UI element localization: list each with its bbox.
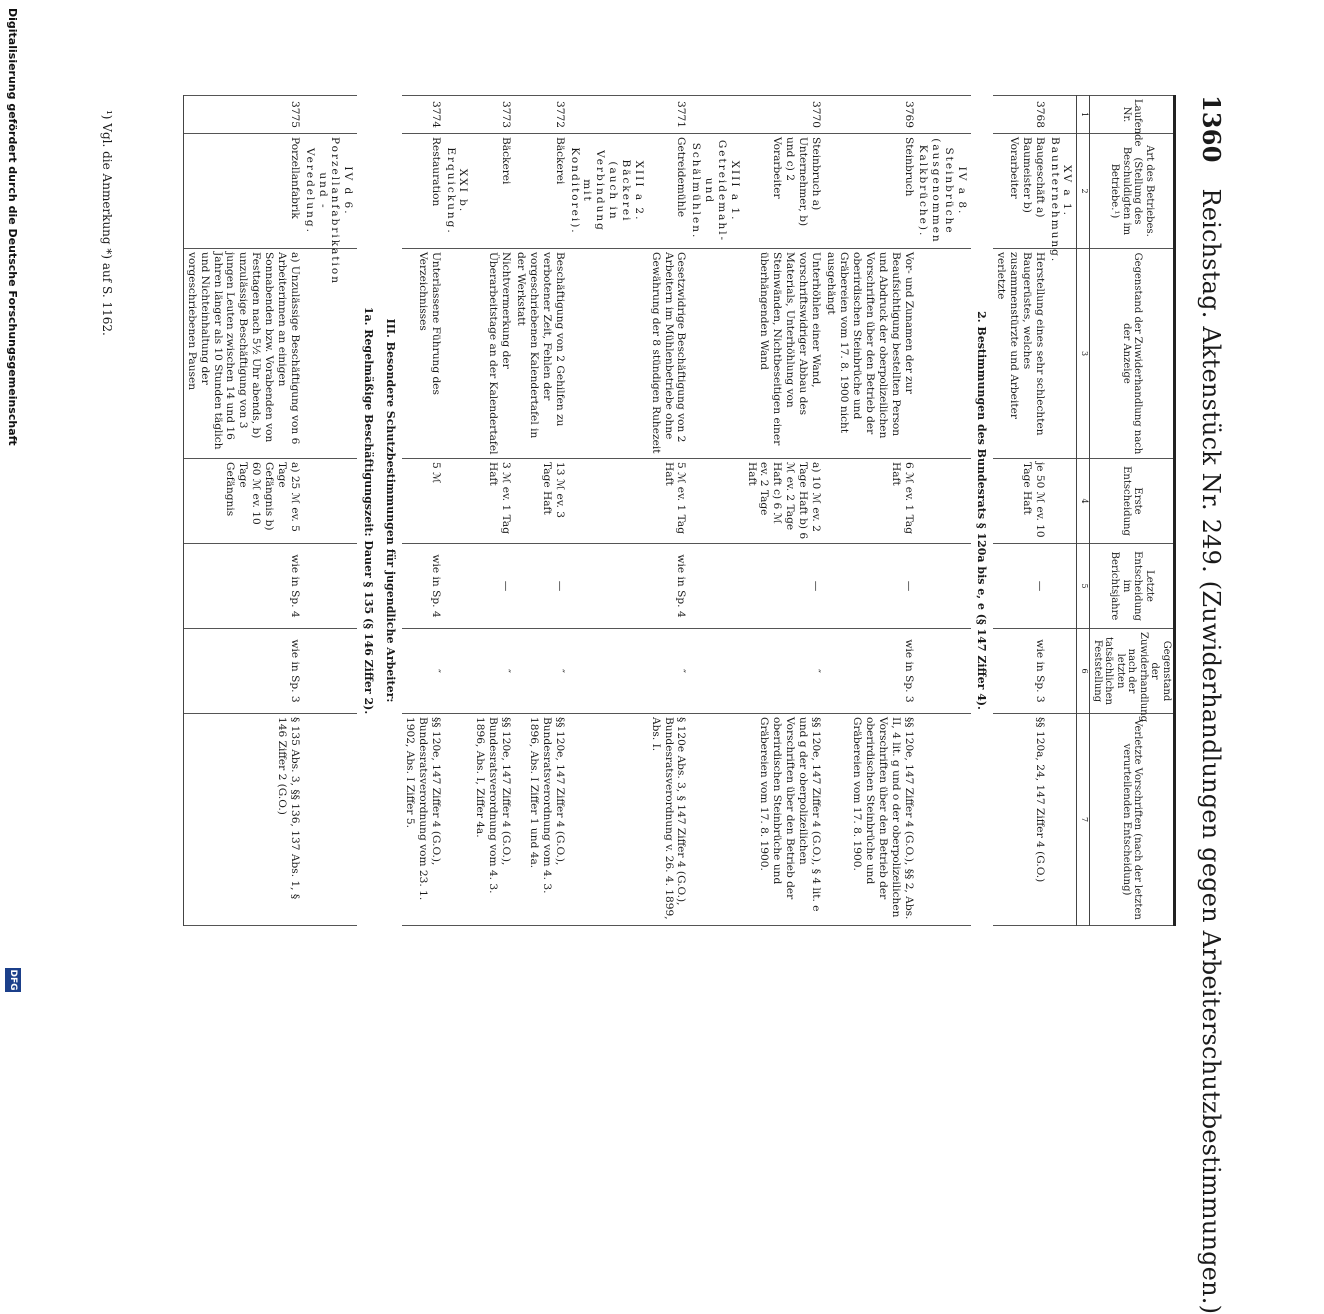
- group-heading: XIII a 1. Getreidemahl- und Schälmühlen.: [688, 134, 743, 249]
- empty-cell: [567, 96, 648, 134]
- business-type: Steinbruch a) Unternehmer, b) und c) 2 Vorarbeiter: [744, 134, 824, 249]
- last-decision: —: [823, 544, 915, 629]
- empty-cell: [302, 714, 357, 926]
- first-decision: a) 25 ℳ ev. 5 Tage Gefängnis b) 60 ℳ ev. 10 Tage Gefängnis: [183, 459, 302, 544]
- empty-cell: [1047, 459, 1077, 544]
- group-heading-row: [443, 96, 473, 926]
- entry-number: 3769: [823, 96, 915, 134]
- last-decision: —: [513, 544, 567, 629]
- offense-description: Nichtvermerkung der Überarbeitstage an der Kalendertafel: [472, 249, 513, 459]
- first-decision: 5 ℳ ev. 1 Tag Haft: [648, 459, 689, 544]
- first-decision: a) 10 ℳ ev. 2 Tage Haft b) 6 ℳ ev. 2 Tage Haft c) 6 ℳ ev. 2 Tage Haft: [744, 459, 824, 544]
- col-header-3: Gegenstand der Zuwiderhandlung nach der Anzeige: [1090, 249, 1175, 459]
- business-type: Restauration: [402, 134, 443, 249]
- established-offense: ″: [402, 629, 443, 714]
- established-offense: wie in Sp. 3: [823, 629, 915, 714]
- column-number: 7: [1077, 714, 1090, 926]
- col-header-6: Gegenstand der Zuwiderhandlung nach der letzten tatsächlichen Feststellung: [1090, 629, 1175, 714]
- last-decision: wie in Sp. 4: [402, 544, 443, 629]
- empty-cell: [302, 459, 357, 544]
- empty-cell: [567, 544, 648, 629]
- empty-cell: [567, 629, 648, 714]
- empty-cell: [916, 544, 971, 629]
- empty-cell: [1047, 714, 1077, 926]
- empty-cell: [1047, 249, 1077, 459]
- violated-regulations: §§ 120e, 147 Ziffer 4 (G.O.), § 4 lit. e und g der oberpolizeilichen Vorschriften über den Betrieb der oberirdischen Steinbrüche und Gräbereien vom 17. 8. 1900.: [744, 714, 824, 926]
- entry-number: 3772: [513, 96, 567, 134]
- table-body-part-a: [993, 96, 1077, 926]
- empty-cell: [688, 629, 743, 714]
- section-heading-2: 2. Bestimmungen des Bundesrats § 120a bis e, e (§ 147 Ziffer 4).: [975, 311, 989, 710]
- empty-cell: [302, 96, 357, 134]
- empty-cell: [916, 714, 971, 926]
- violated-regulations: § 135 Abs. 3, §§ 136, 137 Abs. 1, § 146 Ziffer 2 (G.O.): [183, 714, 302, 926]
- violated-regulations: §§ 120e, 147 Ziffer 4 (G.O.), §§ 2, Abs. II, 4 lit. g und o der oberpolizeilichen Vorschriften über den Betrieb der oberirdischen Steinbrüche und Gräbereien vom 17. 8. 1900.: [823, 714, 915, 926]
- group-heading: IV d 6. Porzellanfabrikation und -Veredelung.: [302, 134, 357, 249]
- empty-cell: [443, 629, 473, 714]
- page-number: 1360: [1197, 95, 1226, 163]
- established-offense: ″: [648, 629, 689, 714]
- empty-cell: [688, 459, 743, 544]
- empty-cell: [1047, 544, 1077, 629]
- first-decision: 6 ℳ ev. 1 Tag Haft: [823, 459, 915, 544]
- empty-cell: [443, 96, 473, 134]
- table-row: [648, 96, 689, 926]
- last-decision: —: [993, 544, 1047, 629]
- violated-regulations: §§ 120e, 147 Ziffer 4 (G.O.), Bundesratsverordnung vom 23. 1. 1902, Abs. I Ziffer 5.: [402, 714, 443, 926]
- group-heading-row: [688, 96, 743, 926]
- section-heading-3a: 1a. Regelmäßige Beschäftigungszeit: Dauer § 135 (§ 146 Ziffer 2).: [361, 306, 375, 715]
- business-type: Porzellanfabrik: [183, 134, 302, 249]
- group-heading-row: [567, 96, 648, 926]
- page-header: [1192, 95, 1226, 1314]
- column-number: 3: [1077, 249, 1090, 459]
- col-header-4: Erste Entscheidung: [1090, 459, 1175, 544]
- empty-cell: [916, 629, 971, 714]
- violated-regulations: §§ 120e, 147 Ziffer 4 (G.O.), Bundesratsverordnung vom 4. 3. 1896, Abs. I Ziffer 1 und 4a.: [513, 714, 567, 926]
- violated-regulations: §§ 120e, 147 Ziffer 4 (G.O.), Bundesratsverordnung vom 4. 3. 1896, Abs. I, Ziffer 4a.: [472, 714, 513, 926]
- business-type: Baugeschäft a) Baumeister b) Vorarbeiter: [993, 134, 1047, 249]
- established-offense: wie in Sp. 3: [993, 629, 1047, 714]
- entry-number: 3774: [402, 96, 443, 134]
- business-type: Getreidemühle: [648, 134, 689, 249]
- empty-cell: [688, 249, 743, 459]
- group-heading: XXI b. Erquickung.: [443, 134, 473, 249]
- empty-cell: [443, 714, 473, 926]
- group-heading-row: [916, 96, 971, 926]
- table-row: [402, 96, 443, 926]
- group-heading-row: [302, 96, 357, 926]
- empty-cell: [688, 714, 743, 926]
- table-row: [823, 96, 915, 926]
- business-type: Bäckerei: [513, 134, 567, 249]
- table-row: [744, 96, 824, 926]
- column-number: 4: [1077, 459, 1090, 544]
- entry-number: 3768: [993, 96, 1047, 134]
- established-offense: ″: [744, 629, 824, 714]
- business-type: Bäckerei: [472, 134, 513, 249]
- empty-cell: [443, 544, 473, 629]
- table-row: [993, 96, 1047, 926]
- column-number-row: [1077, 96, 1090, 926]
- violations-table: [183, 95, 1176, 926]
- entry-number: 3775: [183, 96, 302, 134]
- entry-number: 3770: [744, 96, 824, 134]
- section-heading-row: [971, 96, 993, 926]
- col-header-7: Verletzte Vorschriften (nach der letzten verurteilenden Entscheidung): [1090, 714, 1175, 926]
- table-row: [513, 96, 567, 926]
- empty-cell: [443, 459, 473, 544]
- page-title: Reichstag. Aktenstück Nr. 249. (Zuwiderhandlungen gegen Arbeiterschutzbestimmungen.): [1197, 188, 1225, 1314]
- empty-cell: [916, 249, 971, 459]
- table-row: [472, 96, 513, 926]
- first-decision: 3 ℳ ev. 1 Tag Haft: [472, 459, 513, 544]
- dfg-logo: DFG: [5, 968, 21, 992]
- section-heading-row: [380, 96, 402, 926]
- established-offense: ″: [513, 629, 567, 714]
- column-number: 5: [1077, 544, 1090, 629]
- empty-cell: [567, 249, 648, 459]
- established-offense: wie in Sp. 3: [183, 629, 302, 714]
- group-heading: XIII a 2. Bäckerei (auch in Verbindung mit Konditorei).: [567, 134, 648, 249]
- empty-cell: [688, 96, 743, 134]
- offense-description: Gesetzwidrige Beschäftigung von 2 Arbeitern im Mühlenbetriebe ohne Gewährung der 8 stündigen Ruhezeit: [648, 249, 689, 459]
- empty-cell: [302, 629, 357, 714]
- first-decision: 5 ℳ: [402, 459, 443, 544]
- offense-description: Unterhöhlen einer Wand, vorschriftswidriger Abbau des Materials, Unterhöhlung von Steinwänden, Nichtbeseitigen einer überhängenden Wand: [744, 249, 824, 459]
- violated-regulations: § 120e Abs. 3, § 147 Ziffer 4 (G.O.), Bundesratsverordnung v. 26. 4. 1899, Abs. I.: [648, 714, 689, 926]
- table-body-part-b: [402, 96, 971, 926]
- established-offense: ″: [472, 629, 513, 714]
- section-heading-row: [357, 96, 379, 926]
- empty-cell: [916, 459, 971, 544]
- offense-description: a) Unzulässige Beschäftigung von 6 Arbeiterinnen an einigen Sonnabenden bzw. Vorabenden von Festtagen nach 5½ Uhr abends, b) unzulässige Beschäftigung von 3 jungen Leuten zwischen 14 und 16 Jahren länger als 10 Stunden täglich und Nichteinhaltung der vorgeschriebenen Pausen: [183, 249, 302, 459]
- violated-regulations: §§ 120a, 24, 147 Ziffer 4 (G.O.): [993, 714, 1047, 926]
- empty-cell: [688, 544, 743, 629]
- table-header-row: [1090, 96, 1175, 926]
- col-header-1: Laufende Nr.: [1090, 96, 1175, 134]
- column-number: 1: [1077, 96, 1090, 134]
- empty-cell: [916, 96, 971, 134]
- last-decision: —: [744, 544, 824, 629]
- offense-description: Unterlassene Führung des Verzeichnisses: [402, 249, 443, 459]
- table-body-part-c: [183, 96, 357, 926]
- offense-description: Beschäftigung von 2 Gehilfen zu verbotener Zeit, Fehlen der vorgeschriebenen Kalendertafel in der Werkstatt: [513, 249, 567, 459]
- empty-cell: [302, 544, 357, 629]
- column-number: 2: [1077, 134, 1090, 249]
- last-decision: wie in Sp. 4: [183, 544, 302, 629]
- offense-description: Vor- und Zunamen der zur Beaufsichtigung bestellten Person und Abdruck der oberpolizeilichen Vorschriften über den Betrieb der oberirdischen Steinbrüche und Gräbereien vom 17. 8. 1900 nicht ausgehängt: [823, 249, 915, 459]
- entry-number: 3771: [648, 96, 689, 134]
- col-header-5: Letzte Entscheidung im Berichtsjahre: [1090, 544, 1175, 629]
- last-decision: wie in Sp. 4: [648, 544, 689, 629]
- offense-description: Herstellung eines sehr schlechten Baugerüstes, welches zusammenstürzte und Arbeiter verletzte: [993, 249, 1047, 459]
- business-type: Steinbruch: [823, 134, 915, 249]
- group-heading-row: [1047, 96, 1077, 926]
- footnote: ¹) Vgl. die Anmerkung *) auf S. 1162.: [100, 110, 114, 336]
- entry-number: 3773: [472, 96, 513, 134]
- section-heading-3: III. Besondere Schutzbestimmungen für jugendliche Arbeiter:: [384, 318, 398, 703]
- table-row: [183, 96, 302, 926]
- empty-cell: [1047, 629, 1077, 714]
- group-heading: XV a 1. Baunternehmung.: [1047, 134, 1077, 249]
- col-header-2: Art des Betriebes. (Stellung des Beschuldigten im Betriebe.¹): [1090, 134, 1175, 249]
- empty-cell: [567, 459, 648, 544]
- first-decision: 13 ℳ ev. 3 Tage Haft: [513, 459, 567, 544]
- footer-text: Digitalisierung gefördert durch die Deutsche Forschungsgemeinschaft: [6, 8, 19, 446]
- column-number: 6: [1077, 629, 1090, 714]
- first-decision: je 50 ℳ ev. 10 Tage Haft: [993, 459, 1047, 544]
- empty-cell: [567, 714, 648, 926]
- group-heading: IV a 8. Steinbrüche (ausgenommen Kalkbrüche).: [916, 134, 971, 249]
- empty-cell: [443, 249, 473, 459]
- empty-cell: [1047, 96, 1077, 134]
- last-decision: —: [472, 544, 513, 629]
- digitization-footer: [0, 0, 24, 1000]
